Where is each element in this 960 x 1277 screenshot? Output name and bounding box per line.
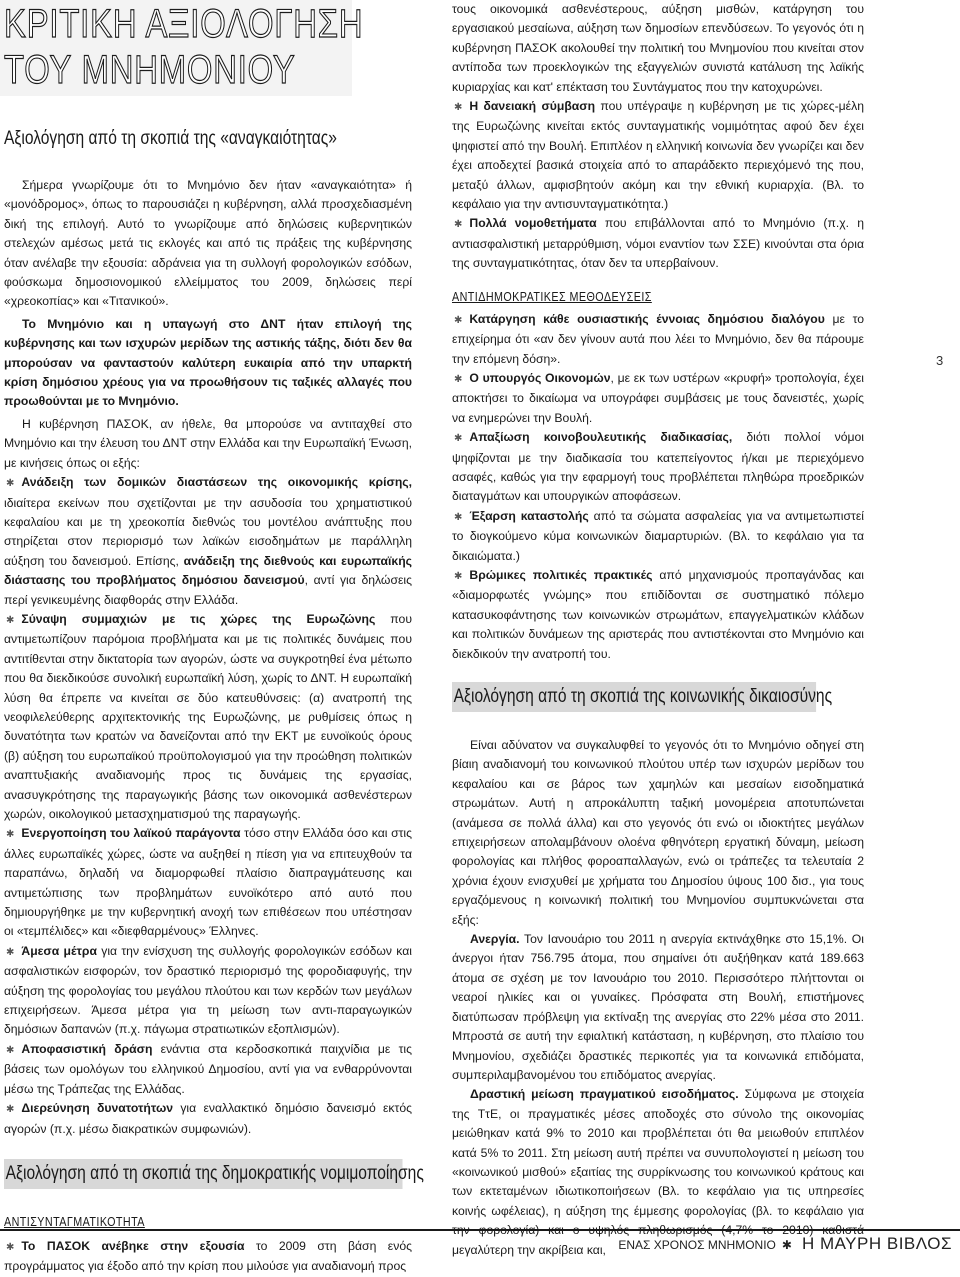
- paragraph: τους οικονομικά ασθενέστερους, αύξηση μισθών, κατάργηση του εργασιακού μεσαίωνα, αύξηση των δημοσίων επενδύσεων. Το γεγονός ότι η κυβέρνηση ΠΑΣΟΚ ακολουθεί την πολιτική του Μνημονίου που κινείται στον αντίποδα των προεκλογικών της εξαγγελιών συνιστά κατάλυση της λαϊκής κυριαρχίας και κατ' επέκταση του Συντάγματος που την κατοχυρώνει.: [452, 2, 864, 94]
- bullet-text: που αντιμετωπίζουν παρόμοια προβλήματα και με τις πολιτικές δυνάμεις που αντιτίθενται στην δικτατορία των αγορών, ώστε να συγκροτηθεί ένα μέτωπο που θα διεκδικούσε συνολική ευρωπαϊκή λύση, χωρίς το ΔΝΤ. Η ευρωπαϊκή λύση θα έπρεπε να κινείται σε δύο κατευθύνσεις: (α) ανατροπή της νεοφιλελεύθερης αρχιτεκτονικής της Ευρωζώνης, με ρυθμίσεις όπως η δυνατότητα των κρατών να δανείζονται από την ΕΚΤ με ευνοϊκούς όρους (β) αύξηση του ευρωπαϊκού προϋπολογισμού για την προώθηση πολιτικών αναπτυξιακής αναδιανομής προς τις δυνάμεις της εργασίας, ανασυγκρότησης της παραγωγικής βάσης των οικονομικά ασθενέστερων χωρών, οικολογικού μετασχηματισμού της παραγωγής.: [4, 611, 412, 821]
- bullet-bold: Έξαρση καταστολής: [469, 508, 589, 523]
- paragraph: Η κυβέρνηση ΠΑΣΟΚ, αν ήθελε, θα μπορούσε να αντιταχθεί στο Μνημόνιο και την έλευση του ΔΝΤ στην Ελλάδα και την Ευρωπαϊκή Ένωση, με κινήσεις όπως οι εξής:: [4, 416, 412, 470]
- bullet-bold: Βρώμικες πολιτικές πρακτικές: [469, 567, 653, 582]
- title-block: [0, 0, 364, 96]
- bullet-bold: Πολλά νομοθετήματα: [469, 216, 597, 231]
- bullet-text: τόσο στην Ελλάδα όσο και στις άλλες ευρωπαϊκές χώρες, ώστε να αυξηθεί η πίεση για να επιτευχθούν τα παραπάνω, δηλαδή να διαμορφωθεί πλαίσιο διαπραγμάτευσης και αντιμετώπισης των προβλημάτων ευνοϊκότερο από αυτό που δημιουργήθηκε με την κυβερνητική ανοχή των επιθέσεων που υπέστησαν οι «τεμπέλιδες» και «διεφθαρμένους» Έλληνες.: [4, 826, 412, 939]
- bullet-item: [452, 507, 864, 566]
- inline-text: Τον Ιανουάριο του 2011 η ανεργία εκτινάχθηκε στο 15,1%. Οι άνεργοι ήταν 756.795 άτομα, που σημαίνει ότι αυξήθηκαν κατά 189.663 άτομα σε σχέση με τον Ιανουάριο του 2010. Περισσότερο πλήττονται οι νεαροί ηλικίες και οι γυναίκες. Πρόσφατα στη Βουλή, επιστήμονες διατύπωσαν πρόβλεψη για εκτίναξη της ανεργίας στο 22% μέσα στο 2011. Μπροστά σε αυτή την εφιαλτική κατάσταση, η κυβέρνηση, στο πλαίσιο του Μνημονίου, σχεδιάζει δραστικές περικοπές για τα κοινωνικά επιδόματα, συμπεριλαμβανομένου του επιδόματος ανεργίας.: [452, 932, 864, 1082]
- bullet-bold: Σύναψη συμμαχιών με τις χώρες της Ευρωζώνης: [21, 611, 376, 626]
- inline-bold: Δραστική μείωση πραγματικού εισοδήματος.: [470, 1087, 739, 1102]
- bullet-item: [4, 473, 412, 610]
- bullet-item: [452, 428, 864, 507]
- star-icon: ✱: [781, 1238, 792, 1252]
- footer-rule: [0, 1229, 960, 1231]
- inline-text: Σύμφωνα με στοιχεία της ΤτΕ, οι πραγματικές μέσες αποδοχές στο σύνολο της οικονομίας μειώθηκαν κατά 9% το 2010 και προβλέπεται ότι θα μειωθούν επιπλέον κατά 5% το 2011. Στη μείωση αυτή πρέπει να συνυπολογιστεί η μείωση του «κοινωνικού μισθού» εξαιτίας της συρρίκνωσης του κοινωνικού κράτους και των εκτεταμένων ιδιωτικοποιήσεων (Βλ. το κεφάλαιο για τις υπηρεσίες κοινής ωφέλειας), η αύξηση της έμμεσης φορολογίας (βλ. το κεφάλαιο για μεγαλύτερη την ακρίβεια και,: [452, 1087, 864, 1257]
- bullet-item: [452, 369, 864, 428]
- footer-series-title: ΕΝΑΣ ΧΡΟΝΟΣ ΜΝΗΜΟΝΙΟ: [618, 1238, 776, 1252]
- bullet-bold: Ανάδειξη των δομικών διαστάσεων της οικονομικής κρίσης,: [21, 475, 412, 490]
- footer-brand: Η ΜΑΥΡΗ ΒΙΒΛΟΣ: [801, 1234, 952, 1253]
- right-column: [452, 0, 864, 1260]
- bullet-text: , αντί για δηλώσεις περί γενικευμένης διαφθοράς στην Ελλάδα.: [4, 573, 412, 607]
- page-title-line-2: ΤΟΥ ΜΝΗΜΟΝΙΟΥ: [4, 48, 296, 92]
- bullet-bold: Αποφασιστική δράση: [21, 1041, 153, 1056]
- subheading-unconstitutionality: ΑΝΤΙΣΥΝΤΑΓΜΑΤΙΚΟΤΗΤΑ: [4, 1214, 145, 1229]
- page-title-line-1: ΚΡΙΤΙΚΗ ΑΞΙΟΛΟΓΗΣΗ: [4, 2, 364, 46]
- bullet-item: [4, 824, 412, 941]
- bullet-item: [4, 1040, 412, 1099]
- bullet-text: που επιβάλλονται από το Μνημόνιο (π.χ. η αντιασφαλιστική μεταρρύθμιση, νόμοι εναντίον των ΣΣΕ) κινούνται στα όρια της συνταγματικότητας, όταν δεν τα υπερβαίνουν.: [452, 216, 865, 271]
- bullet-text: , με εκ των υστέρων «κρυφή» τροπολογία, έχει αποκτήσει το δικαίωμα να υπογράφει συμβάσεις με τους δανειστές, χωρίς να ενημερώνει την Βουλή.: [452, 370, 864, 425]
- bullet-item: [4, 610, 412, 824]
- bullet-bold: Το ΠΑΣΟΚ ανέβηκε στην εξουσία: [21, 1238, 245, 1253]
- inline-bold: Ανεργία.: [470, 932, 520, 947]
- paragraph: Είναι αδύνατον να συγκαλυφθεί το γεγονός ότι το Μνημόνιο οδηγεί στη βίαιη αναδιανομή του κοινωνικού πλούτου υπέρ των ισχυρών μερίδων του κεφαλαίου και σε βάρος των χαμηλών και μεσαίων εισοδηματικά στρωμάτων. Αυτή η απροκάλυπτη ταξική μονομέρεια αποτυπώνεται (ανάμεσα σε πολλά άλλα) και στο γεγονός ότι ενώ οι ιδιοκτήτες μεγάλων επιχειρήσεων απολαμβάνουν ολοένα φθηνότερη εργατική δύναμη, μείωση φορολογίας και πλήθος φοροαπαλλαγών, ενώ οι τράπεζες τα τελευταία 2 χρόνια έχουν ενισχυθεί με χρήματα του Δημοσίου ύψους 100 δισ., για τους εργαζόμενους η κοινωνική πολιτική του Μνημονίου συμπυκνώνεται στα εξής:: [452, 738, 864, 927]
- bullet-item: [4, 942, 412, 1040]
- section-title-necessity: Αξιολόγηση από τη σκοπιά της «αναγκαιότητας»: [4, 128, 337, 149]
- bullet-text: από τα σώματα ασφαλείας για να αντιμετωπιστεί το διογκούμενο κύμα κοινωνικών διαμαρτυριών. (Βλ. το κεφάλαιο για τα δικαιώματα.): [452, 508, 864, 563]
- bullet-text: που υπέγραψε η κυβέρνηση με τις χώρες-μέλη της Ευρωζώνης κινείται εκτός συνταγματικής νομιμότητας αφού δεν έχει ψηφιστεί από την Βουλή. Επιπλέον η ελληνική κοινωνία δεν γνωρίζει και δεν έχει αποδεχτεί βασικά στοιχεία από το απαράδεκτο περιεχόμενό της που, μεταξύ άλλων, αμφισβητούν ακόμη και την εθνική κυριαρχία. (Βλ. το κεφάλαιο για την αντισυνταγματικότητα.): [452, 99, 864, 212]
- bullet-text: από μηχανισμούς προπαγάνδας και «διαμορφωτές γνώμης» που επιδίδονται σε συστηματικό πόλεμο κατασυκοφάντησης των κοινωνικών στρωμάτων, επαγγελματικών κλάδων και πολιτικών δυνάμεων της αριστεράς που αντιστέκονται στο Μνημόνιο και διεκδικούν την ανατροπή του.: [452, 567, 864, 661]
- bullet-bold: Η δανειακή σύμβαση: [469, 99, 596, 114]
- bullet-text: με το επιχείρημα ότι «αν δεν γίνουν αυτά που λέει το Μνημόνιο, δεν θα πάρουμε την επόμενη δόση».: [452, 311, 864, 366]
- bullet-text: για την ενίσχυση της συλλογής φορολογικών εσόδων και ασφαλιστικών εισφορών, τον δραστικό περιορισμό της φοροδιαφυγής, την αύξηση της φορολογίας του μεγάλου πλούτου και των κερδών των μεγάλων επιχειρήσεων. Άμεσα μέτρα για τη μείωση των αντι-παραγωγικών δημόσιων δαπανών (π.χ. πάγωμα στρατιωτικών εξοπλισμών).: [4, 943, 412, 1037]
- footer: [618, 1234, 952, 1254]
- bullet-bold: Ο υπουργός Οικονομών: [469, 370, 611, 385]
- bullet-item: [4, 1237, 412, 1277]
- bullet-text: το 2009 στη βάση ενός προγράμματος για έξοδο από την κρίση που μιλούσε για αναδιανομή προς: [4, 1238, 412, 1274]
- subheading-antidemocratic: ΑΝΤΙΔΗΜΟΚΡΑΤΙΚΕΣ ΜΕΘΟΔΕΥΣΕΙΣ: [452, 289, 652, 304]
- bullet-bold: Διερεύνηση δυνατοτήτων: [21, 1101, 174, 1116]
- bullet-item: [452, 97, 864, 214]
- paragraph: [452, 930, 864, 1085]
- left-column: [4, 128, 424, 1277]
- bullet-item: [452, 214, 864, 273]
- bullet-item: [452, 566, 864, 664]
- paragraph: Σήμερα γνωρίζουμε ότι το Μνημόνιο δεν ήταν «αναγκαιότητα» ή «μονόδρομος», όπως το παρουσιάζει η κυβέρνηση, αλλά προσχεδιασμένη δική της επιλογή. Αυτό το γνωρίζουμε από δηλώσεις κυβερνητικών στελεχών αμέσως μετά τις εκλογές και από τις πράξεις της κυβέρνησης όταν ανέλαβε την εξουσία: αδράνεια για τη συλλογή φορολογικών εσόδων, φούσκωμα δημοσιονομικού ελλείμματος του 2009, δηλώσεις περί «χρεοκοπίας» και «Τιτανικού».: [4, 178, 412, 309]
- bullet-text: ενάντια στα κερδοσκοπικά παιχνίδια με τις βάσεις των ομολόγων του ελληνικού Δημοσίου, αντί για να ενθαρρύνονται μέσω της Τράπεζας της Ελλάδας.: [4, 1041, 412, 1096]
- paragraph-bold: Το Μνημόνιο και η υπαγωγή στο ΔΝΤ ήταν επιλογή της κυβέρνησης και των ισχυρών μερίδων της αστικής τάξης, διότι δεν θα μπορούσαν να φανταστούν καλύτερη ευκαιρία από την υπαρκτή κρίση δημόσιου χρέους για να προωθήσουν τις ταξικές αλλαγές που προωθούνται με το Μνημόνιο.: [4, 316, 412, 409]
- bullet-text: ιδιαίτερα εκείνων που σχετίζονται με την ασυδοσία του χρηματιστικού κεφαλαίου και με τη χρεοκοπία διεθνώς του μοντέλου ανάπτυξης που στηρίζεται στον περιορισμό των λαϊκών εισοδημάτων με παράλληλη αύξηση του δανεισμού. Επίσης,: [4, 495, 412, 568]
- section-title-social-justice: Αξιολόγηση από τη σκοπιά της κοινωνικής δικαιοσύνης: [452, 682, 816, 712]
- bullet-bold: Ενεργοποίηση του λαϊκού παράγοντα: [21, 826, 241, 841]
- bullet-text: διότι πολλοί νόμοι ψηφίζονται με την διαδικασία του κατεπείγοντος ή/και με περιεχόμενο ασαφές, καθώς για την εφαρμογή τους προβλέπεται πληθώρα προεδρικών διαταγμάτων και υπουργικών αποφάσεων.: [452, 430, 864, 504]
- bullet-text: για εναλλακτικό δημόσιο δανεισμό εκτός αγορών (π.χ. μέσω διακρατικών συμφωνιών).: [4, 1101, 412, 1136]
- bullet-item: [452, 310, 864, 369]
- bullet-bold: ανάδειξη της διεθνούς και ευρωπαϊκής διάστασης του προβλήματος δημόσιου δανεισμού: [4, 553, 413, 588]
- bullet-bold: Άμεσα μέτρα: [21, 943, 97, 958]
- section-title-democratic: Αξιολόγηση από τη σκοπιά της δημοκρατικής νομιμοποίησης: [4, 1159, 403, 1189]
- bullet-item: [4, 1099, 412, 1139]
- bullet-bold: Απαξίωση κοινοβουλευτικής διαδικασίας,: [469, 430, 733, 445]
- bullet-bold: Κατάργηση κάθε ουσιαστικής έννοιας δημόσιου διαλόγου: [469, 311, 825, 326]
- page-number: 3: [936, 353, 944, 368]
